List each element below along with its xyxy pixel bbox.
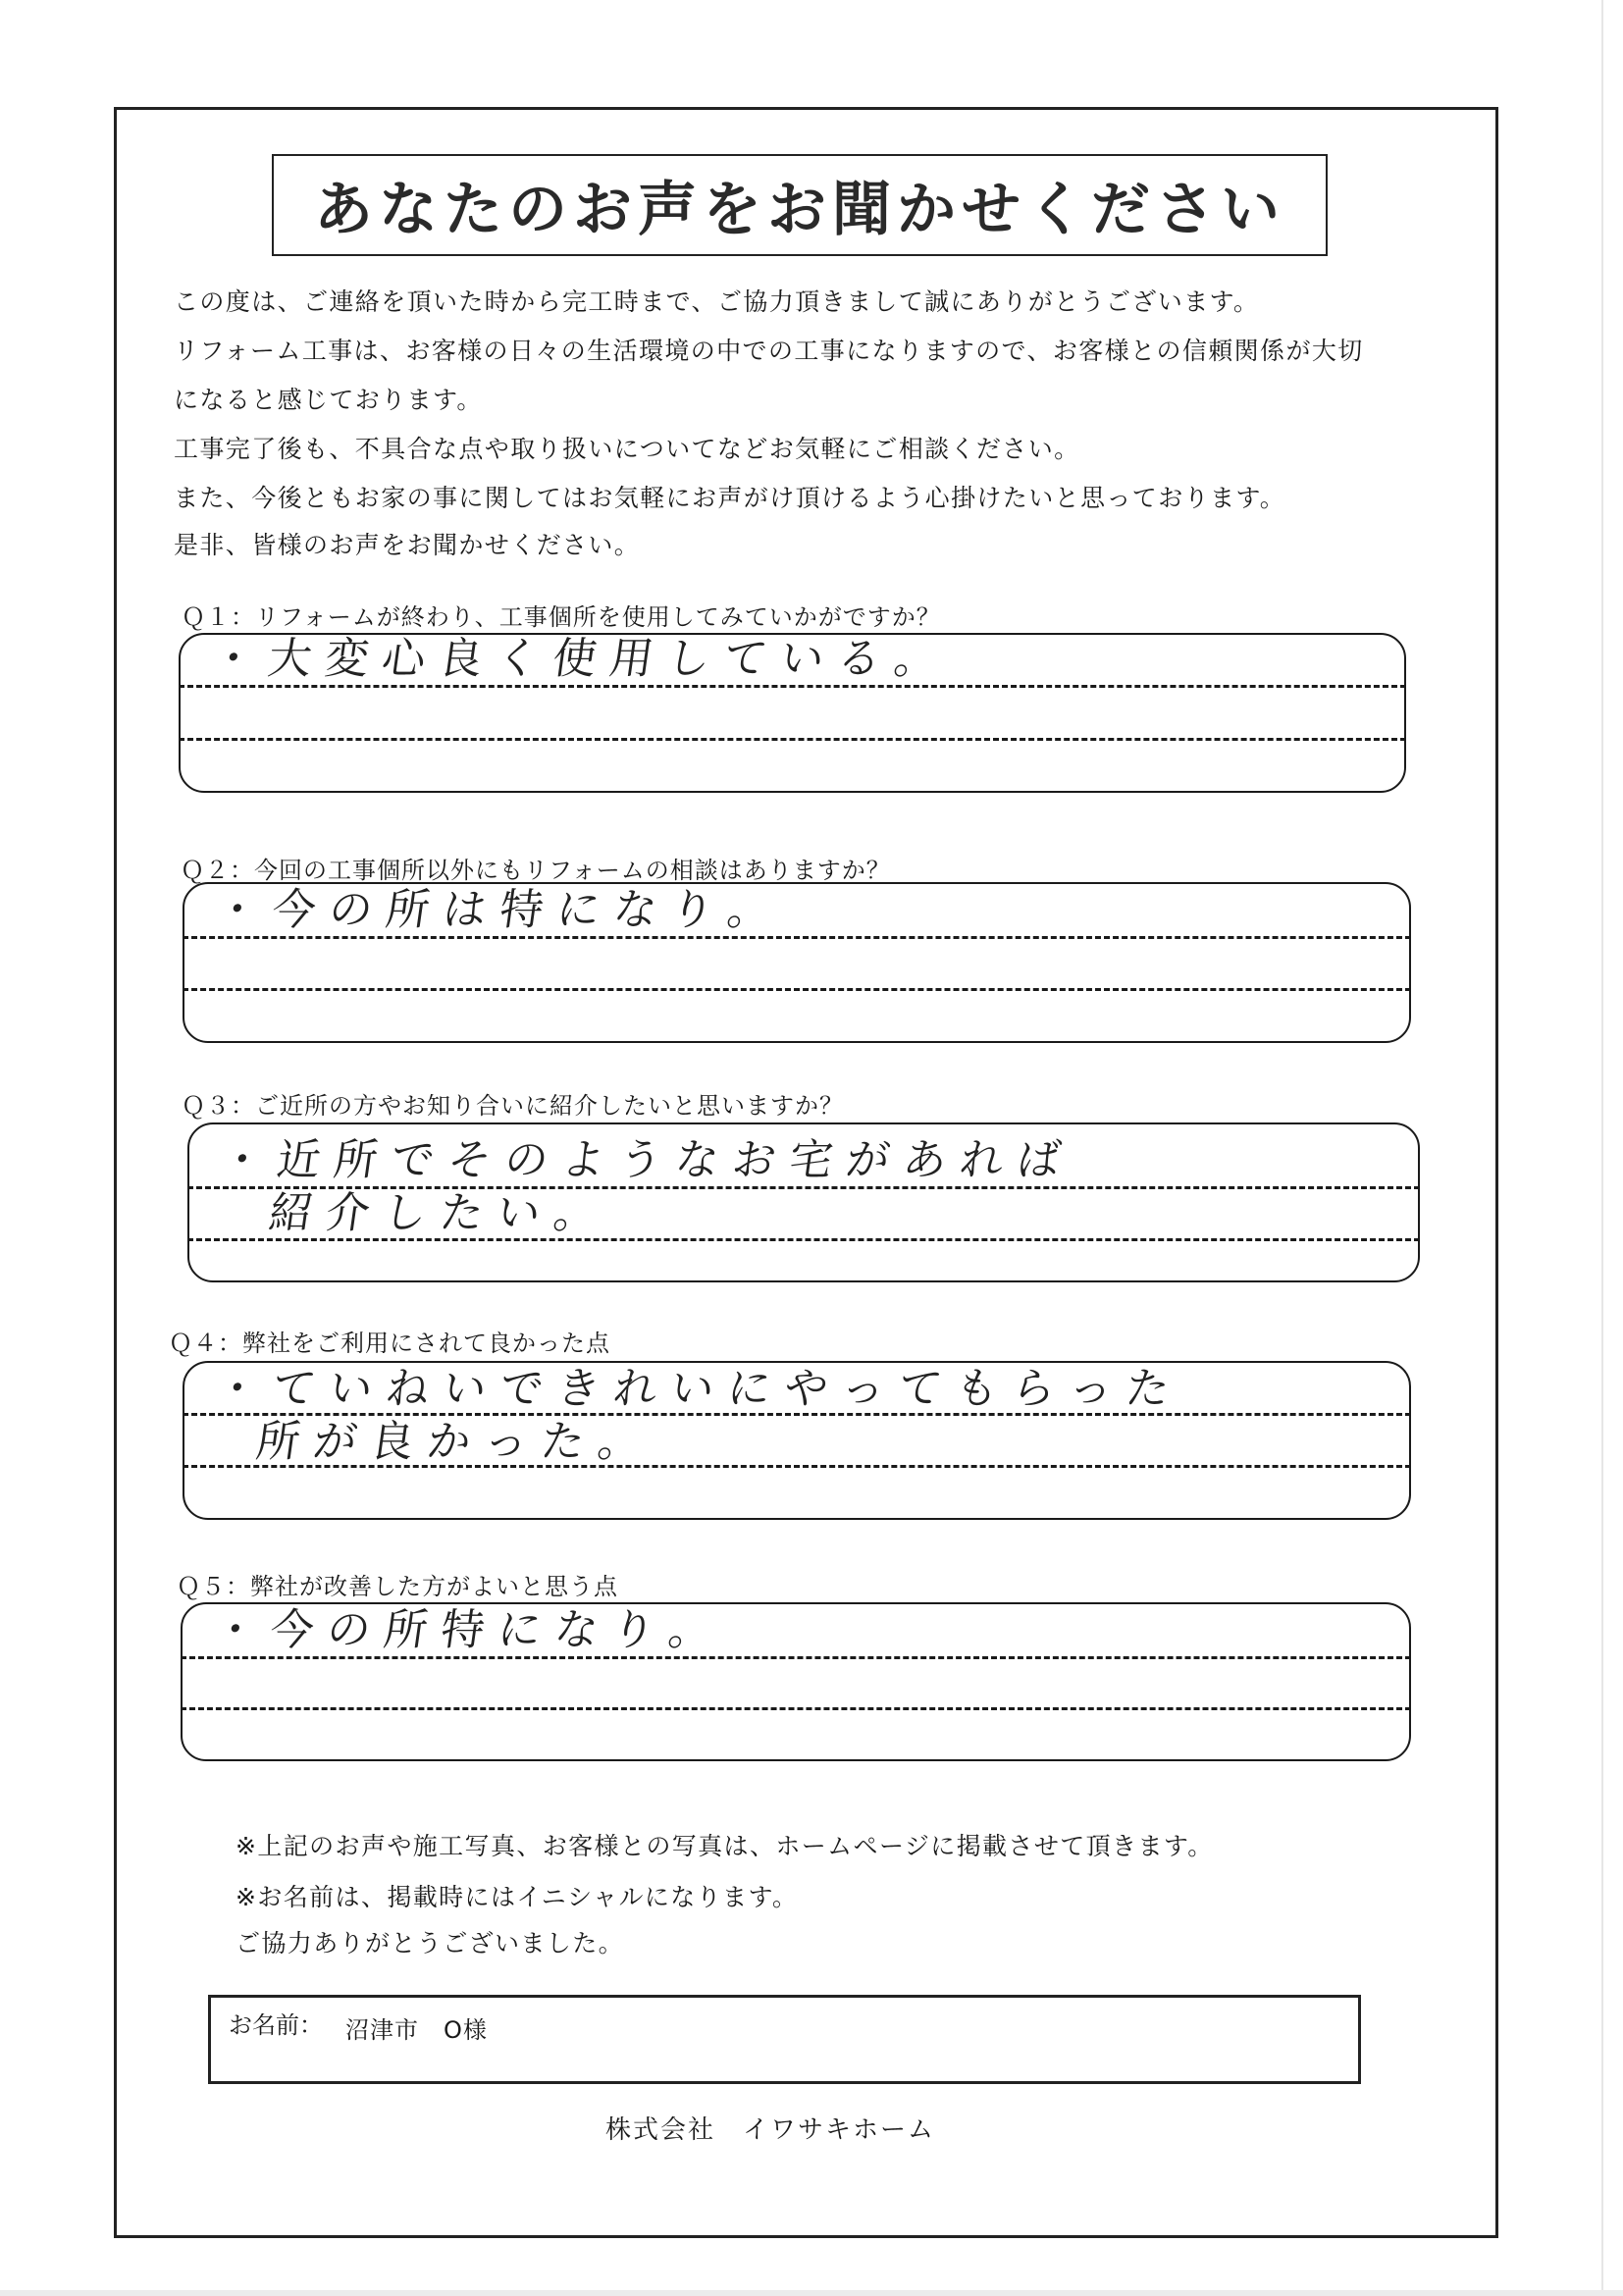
name-field-value: 沼津市 O様: [345, 2016, 488, 2044]
intro-line: 是非、皆様のお声をお聞かせください。: [174, 531, 641, 559]
question-4-label: Ｑ４：弊社をご利用にされて良かった点: [169, 1330, 610, 1357]
question-1-label: Ｑ１：リフォームが終わり、工事個所を使用してみていかがですか？: [182, 603, 941, 631]
question-3-label: Ｑ３：ご近所の方やお知り合いに紹介したいと思いますか？: [182, 1092, 844, 1120]
answer-box-3[interactable]: [187, 1122, 1420, 1282]
title-box: [272, 154, 1328, 256]
intro-line: この度は、ご連絡を頂いた時から完工時まで、ご協力頂きまして誠にありがとうございます。: [174, 287, 1260, 316]
answer-line: [183, 936, 1411, 939]
note-line: ※上記のお声や施工写真、お客様との写真は、ホームページに掲載させて頂きます。: [236, 1832, 1214, 1860]
question-5-label: Ｑ５：弊社が改善した方がよいと思う点: [177, 1573, 618, 1600]
answer-line: [179, 685, 1406, 688]
intro-line: 工事完了後も、不具合な点や取り扱いについてなどお気軽にご相談ください。: [174, 435, 1080, 463]
intro-line: になると感じております。: [174, 386, 483, 414]
name-field-label: お名前：: [229, 2011, 323, 2039]
intro-line: また、今後ともお家の事に関してはお気軽にお声がけ頂けるよう心掛けたいと思っております。: [174, 484, 1286, 512]
answer-box-5[interactable]: [181, 1602, 1411, 1761]
handwritten-answer-line: ・大変心良く使用している。: [208, 634, 956, 684]
handwritten-answer-line: ・ていねいできれいにやってもらった: [212, 1364, 1187, 1414]
handwritten-answer-line: ・今の所は特になり。: [212, 885, 789, 935]
answer-line: [181, 1707, 1411, 1710]
scan-bottom-edge: [0, 2290, 1623, 2296]
answer-box-4[interactable]: [183, 1361, 1411, 1520]
intro-line: リフォーム工事は、お客様の日々の生活環境の中での工事になりますので、お客様との信頼関係が大切: [174, 337, 1364, 365]
answer-box-2[interactable]: [183, 882, 1411, 1043]
scan-edge-line: [1601, 0, 1603, 2296]
answer-box-1[interactable]: [179, 633, 1406, 793]
answer-line: [187, 1238, 1420, 1241]
handwritten-answer-line: ・今の所特になり。: [210, 1605, 730, 1655]
answer-line: [181, 1656, 1411, 1659]
question-2-label: Ｑ２：今回の工事個所以外にもリフォームの相談はありますか？: [181, 857, 891, 884]
answer-line: [179, 738, 1406, 741]
handwritten-answer-line: ・近所でそのようなお宅があれば: [217, 1135, 1078, 1185]
page-title: あなたのお声をお聞かせください: [314, 176, 1285, 244]
note-line: ※お名前は、掲載時にはイニシャルになります。: [236, 1883, 799, 1911]
handwritten-answer-line: 所が良かった。: [253, 1417, 659, 1467]
company-name: 株式会社 イワサキホーム: [605, 2115, 936, 2145]
note-line: ご協力ありがとうございました。: [236, 1929, 625, 1957]
answer-line: [183, 988, 1411, 991]
handwritten-answer-line: 紹介したい。: [266, 1188, 615, 1238]
